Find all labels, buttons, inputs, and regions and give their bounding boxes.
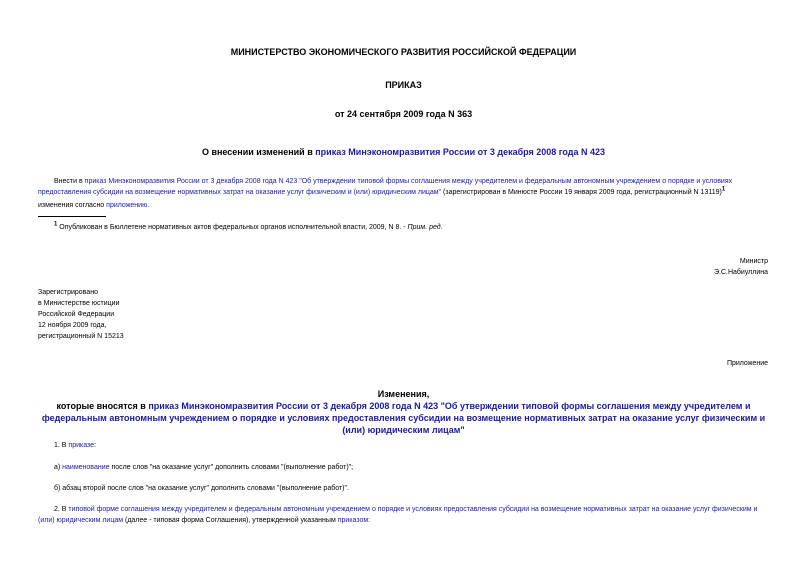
registration-block: [38, 287, 124, 342]
registration-line: Российской Федерации: [38, 311, 115, 318]
footnote-text: Опубликован в Бюллетене нормативных актов федеральных органов исполнительной власти, 2009, N 8. -: [59, 224, 408, 231]
item1-text-a: 1. В: [54, 442, 69, 449]
item2-text-a: 2. В: [54, 506, 69, 513]
document-title: [0, 147, 807, 157]
item-1a: [54, 462, 768, 473]
intro-text-b: (зарегистрирован в Минюсте России 19 января 2009 года, регистрационный N 13119): [441, 189, 722, 196]
item1a-title-link[interactable]: наименование: [62, 464, 110, 471]
intro-order-link[interactable]: приказ Минэкономразвития России от 3 декабря 2008 года N 423 "Об утверждении типовой формы соглашения между учредителем и федеральным автономным учреждением о порядке и условиях предоставления субсидии на возмещение нормативных затрат на оказание услуг физическим и (или) юридическим лицам": [38, 178, 733, 196]
item-1: [54, 440, 96, 451]
intro2-text-b: .: [147, 202, 150, 209]
appendix-label: Приложение: [726, 360, 768, 367]
item2-form-link[interactable]: типовой форме соглашения между учредителем и федеральным автономным учреждением о порядке и условиях предоставления субсидии на возмещение нормативных затрат на оказание услуг физическим и (или) юридическим лицам: [38, 506, 758, 524]
footnote: [54, 222, 768, 233]
item1-text-b: :: [94, 442, 97, 449]
intro-paragraph: [38, 176, 768, 198]
registration-line: регистрационный N 15213: [38, 333, 124, 340]
item1a-text-b: после слов "на оказание услуг" дополнить словами "(выполнение работ)";: [109, 464, 354, 471]
title-order-link[interactable]: приказ Минэкономразвития России от 3 декабря 2008 года N 423: [315, 147, 606, 157]
signature-position: Министр: [739, 258, 768, 265]
intro2-text-a: изменения согласно: [38, 202, 107, 209]
item1a-text-a: а): [54, 464, 63, 471]
signature-name: Э.С.Набиуллина: [713, 269, 768, 276]
item-2: [38, 504, 768, 526]
appendix-sub-text: которые вносятся в: [56, 401, 149, 411]
title-prefix: О внесении изменений в: [201, 147, 316, 157]
footnote-divider: [38, 216, 106, 217]
appendix-order-link[interactable]: приказ Минэкономразвития России от 3 декабря 2008 года N 423 "Об утверждении типовой формы соглашения между учредителем и федеральным автономным учреждением о порядке и условиях предоставления субсидии на возмещение нормативных затрат на оказание услуг физическим и (или) юридическим лицам": [41, 401, 766, 435]
footnote-ref[interactable]: 1: [721, 186, 726, 193]
item2-order-link[interactable]: приказом: [337, 517, 369, 524]
appendix-subheading: [40, 400, 767, 436]
registration-line: Зарегистрировано: [38, 289, 98, 296]
registration-line: в Министерстве юстиции: [38, 300, 120, 307]
appendix-heading: Изменения,: [377, 389, 430, 399]
item2-text-c: :: [368, 517, 371, 524]
footnote-note: Прим. ред.: [407, 224, 443, 231]
intro-text-a: Внести в: [54, 178, 85, 185]
item-1b: б) абзац второй после слов "на оказание услуг" дополнить словами "(выполнение работ)".: [54, 485, 349, 492]
item1-order-link[interactable]: приказе: [68, 442, 95, 449]
intro-paragraph-2: [38, 200, 768, 211]
date-number-heading: от 24 сентября 2009 года N 363: [334, 109, 473, 119]
registration-line: 12 ноября 2009 года,: [38, 322, 107, 329]
doc-type-heading: ПРИКАЗ: [385, 80, 422, 90]
footnote-mark: 1: [54, 221, 58, 228]
item2-text-b: (далее - типовая форма Соглашения), утвержденной указанным: [123, 517, 338, 524]
ministry-heading: МИНИСТЕРСТВО ЭКОНОМИЧЕСКОГО РАЗВИТИЯ РОССИЙСКОЙ ФЕДЕРАЦИИ: [230, 47, 577, 57]
appendix-link[interactable]: приложению: [106, 202, 148, 209]
